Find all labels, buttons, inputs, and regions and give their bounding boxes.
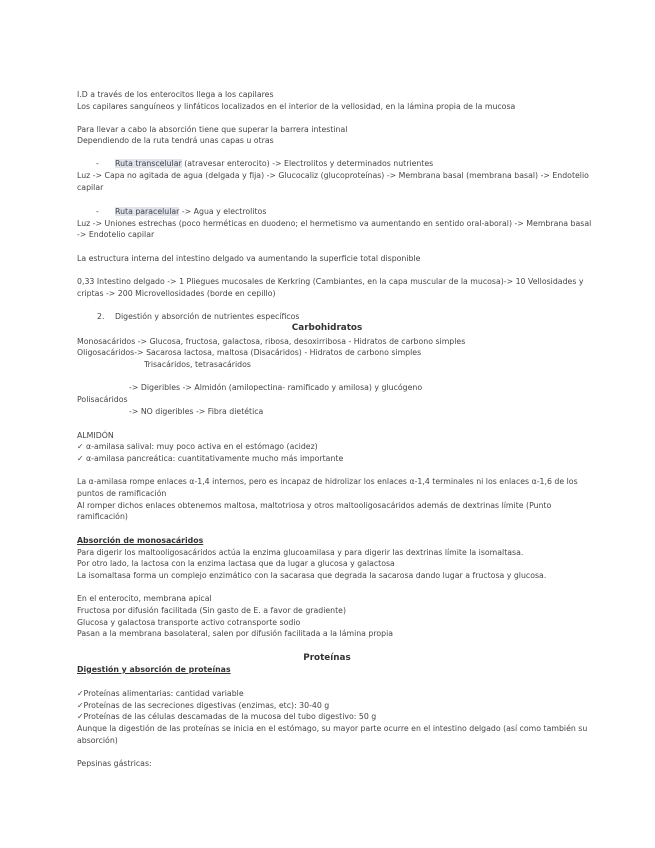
text-line: Pasan a la membrana basolateral, salen por difusión facilitada a la lámina propia: [77, 629, 394, 638]
text-line: La isomaltasa forma un complejo enzimático con la sacarasa que degrada la sacarosa dando lugar a fructosa y glucosa.: [77, 571, 547, 580]
text-line: ✓Proteínas de las secreciones digestivas (enzimas, etc): 30-40 g: [77, 701, 330, 710]
text-line: Monosacáridos -> Glucosa, fructosa, galactosa, ribosa, desoxirribosa - Hidratos de carbono simples: [77, 337, 466, 346]
bullet-dash: -: [96, 159, 99, 168]
text-line: Al romper dichos enlaces obtenemos maltosa, maltotriosa y otros maltooligosacáridos además de dextrinas límite (Punto: [77, 501, 552, 510]
text-line: Dependiendo de la ruta tendrá unas capas u otras: [77, 136, 274, 145]
subheading-monosacaridos: Absorción de monosacáridos: [77, 536, 204, 545]
text-line: Fructosa por difusión facilitada (Sin gasto de E. a favor de gradiente): [77, 606, 347, 615]
text-line: Polisacáridos: [77, 395, 128, 404]
text-line: ramificación): [77, 512, 128, 521]
text-line: La α-amilasa rompe enlaces α-1,4 internos, pero es incapaz de hidrolizar los enlaces α-1,4 terminales ni los enlaces α-1,6 de los: [77, 477, 578, 486]
text-line: -> Endotelio capilar: [77, 230, 155, 239]
text-line: Los capilares sanguíneos y linfáticos localizados en el interior de la vellosidad, en la lámina propia de la mucosa: [77, 102, 516, 111]
text-line: criptas -> 200 Microvellosidades (borde en cepillo): [77, 289, 276, 298]
section-heading: Proteínas: [303, 653, 351, 663]
text-line: ✓Proteínas alimentarias: cantidad variable: [77, 689, 244, 698]
text-line: ✓ α-amilasa pancreática: cuantitativamente mucho más importante: [77, 454, 344, 463]
text-line: [115, 206, 266, 218]
section-heading: Carbohidratos: [291, 323, 363, 333]
list-number: 2.: [97, 312, 105, 321]
text-line: Luz -> Capa no agitada de agua (delgada y fija) -> Glucocaliz (glucoproteínas) -> Membrana basal (membrana basal) -> Endotelio: [77, 171, 589, 180]
text-line: La estructura interna del intestino delgado va aumentando la superficie total disponible: [77, 254, 421, 263]
text-line: Luz -> Uniones estrechas (poco herméticas en duodeno; el hermetismo va aumentando en sentido oral-aboral) -> Membrana basal: [77, 219, 592, 228]
text-line: ALMIDÓN: [77, 431, 114, 440]
text-line: Pepsinas gástricas:: [77, 759, 152, 768]
text-fragment: -> Agua y electrolitos: [179, 207, 267, 216]
text-line: Trisacáridos, tetrasacáridos: [144, 360, 251, 369]
text-line: Digestión y absorción de nutrientes específicos: [115, 312, 300, 321]
text-line: Oligosacáridos-> Sacarosa lactosa, maltosa (Disacáridos) - Hidratos de carbono simples: [77, 348, 422, 357]
text-line: ✓Proteínas de las células descamadas de la mucosa del tubo digestivo: 50 g: [77, 712, 377, 721]
text-line: Para digerir los maltooligosacáridos actúa la enzima glucoamilasa y para digerir las dextrinas límite la isomaltasa.: [77, 548, 524, 557]
bullet-dash: -: [96, 207, 99, 216]
text-line: I.D a través de los enterocitos llega a los capilares: [77, 90, 274, 99]
text-line: ✓ α-amilasa salival: muy poco activa en el estómago (acidez): [77, 442, 318, 451]
text-line: absorción): [77, 736, 118, 745]
text-line: [115, 158, 433, 170]
text-line: puntos de ramificación: [77, 489, 167, 498]
text-line: -> Digeribles -> Almidón (amilopectina- ramificado y amilosa) y glucógeno: [129, 383, 423, 392]
text-line: -> NO digeribles -> Fibra dietética: [129, 407, 264, 416]
text-line: En el enterocito, membrana apical: [77, 594, 212, 603]
text-line: capilar: [77, 183, 104, 192]
text-line: 0,33 Intestino delgado -> 1 Pliegues mucosales de Kerkring (Cambiantes, en la capa muscular de la mucosa)-> 10 Vellosidades y: [77, 277, 584, 286]
text-line: Aunque la digestión de las proteínas se inicia en el estómago, su mayor parte ocurre en el intestino delgado (así como también su: [77, 724, 588, 733]
highlight-transcelular: Ruta transcelular: [115, 159, 182, 168]
text-fragment: (atravesar enterocito) -> Electrolitos y determinados nutrientes: [181, 159, 434, 168]
subheading-proteinas: Digestión y absorción de proteínas: [77, 665, 231, 674]
text-line: Por otro lado, la lactosa con la enzima lactasa que da lugar a glucosa y galactosa: [77, 559, 395, 568]
text-line: Glucosa y galactosa transporte activo cotransporte sodio: [77, 618, 301, 627]
text-line: Para llevar a cabo la absorción tiene que superar la barrera intestinal: [77, 125, 348, 134]
highlight-paracelular: Ruta paracelular: [115, 207, 180, 216]
